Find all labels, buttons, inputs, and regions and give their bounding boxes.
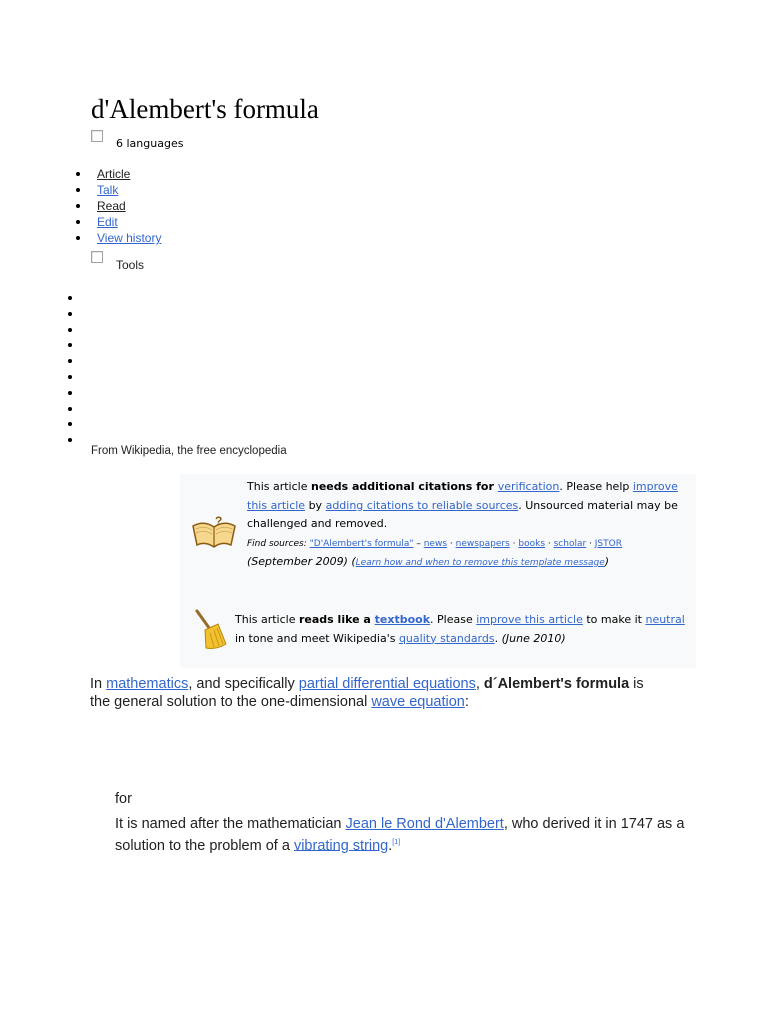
- formula-name: d´Alembert's formula: [483, 676, 630, 692]
- newspapers-link[interactable]: newspapers: [455, 538, 510, 549]
- maintenance-notices: [180, 474, 696, 668]
- scholar-link[interactable]: scholar: [553, 538, 587, 549]
- notice-text: . Please: [430, 613, 477, 626]
- tools-checkbox[interactable]: [91, 251, 103, 263]
- query-link[interactable]: "D'Alembert's formula": [309, 538, 414, 549]
- svg-text:?: ?: [215, 514, 223, 528]
- for-label: for: [115, 791, 132, 807]
- separator: –: [413, 538, 424, 549]
- intro-paragraph: [90, 676, 660, 711]
- nav-edit-link[interactable]: Edit: [97, 215, 118, 229]
- nav-item-read[interactable]: [97, 198, 161, 214]
- adding-citations-link[interactable]: adding citations to reliable sources: [325, 498, 519, 512]
- named-text: , who derived it in 1747 as a solution to the problem of a: [115, 816, 685, 854]
- notice-bold: reads like a: [298, 613, 375, 626]
- citation-notice: [247, 478, 687, 573]
- textbook-notice: [235, 611, 685, 648]
- nav-item-talk[interactable]: [97, 182, 161, 198]
- reference-link[interactable]: [1]: [392, 838, 401, 846]
- book-question-icon: [190, 512, 238, 552]
- vibrating-string-link[interactable]: vibrating string: [293, 837, 389, 854]
- notice-paren: ): [604, 555, 610, 568]
- notice-text: to make it: [582, 613, 646, 626]
- news-link[interactable]: news: [423, 538, 448, 549]
- intro-text: :: [464, 693, 469, 710]
- intro-text: is the general solution to the one-dimensional: [90, 676, 644, 710]
- nav-item-edit[interactable]: [97, 214, 161, 230]
- nav-item-article[interactable]: [97, 166, 161, 182]
- books-link[interactable]: books: [518, 538, 546, 549]
- pde-link[interactable]: partial differential equations: [298, 676, 476, 692]
- mathematics-link[interactable]: mathematics: [106, 676, 189, 692]
- notice-text: . Please help: [559, 480, 633, 493]
- improve-article-link[interactable]: improve this article: [247, 480, 678, 512]
- dalembert-link[interactable]: Jean le Rond d'Alembert: [345, 816, 504, 832]
- named-text: .: [388, 837, 393, 854]
- intro-text: In: [90, 676, 107, 692]
- nav-read-link[interactable]: Read: [97, 199, 126, 213]
- nav-item-history[interactable]: [97, 230, 161, 246]
- intro-text: ,: [475, 676, 484, 692]
- languages-checkbox[interactable]: [91, 130, 103, 142]
- nav-history-link[interactable]: View history: [97, 231, 162, 245]
- separator: ·: [545, 538, 554, 549]
- page-title: d'Alembert's formula: [91, 94, 319, 124]
- languages-label[interactable]: 6 languages: [116, 137, 184, 150]
- wave-equation-link[interactable]: wave equation: [371, 693, 465, 710]
- improve-article-link[interactable]: improve this article: [476, 613, 583, 626]
- broom-icon: [190, 608, 230, 650]
- nav-talk-link[interactable]: Talk: [97, 183, 119, 197]
- find-sources-label: Find sources:: [247, 538, 310, 549]
- tools-label[interactable]: Tools: [116, 258, 145, 272]
- naming-paragraph: [115, 816, 685, 855]
- page-nav: [97, 166, 161, 246]
- separator: ·: [586, 538, 595, 549]
- notice-text: This article: [247, 480, 311, 493]
- intro-text: , and specifically: [188, 676, 299, 692]
- nav-article-link[interactable]: Article: [97, 167, 131, 181]
- notice-text: . Unsourced material may be challenged and removed.: [247, 498, 678, 530]
- separator: ·: [447, 538, 456, 549]
- quality-standards-link[interactable]: quality standards: [398, 631, 495, 645]
- notice-text: This article: [235, 613, 299, 626]
- learn-more-link[interactable]: Learn how and when to remove this template message: [355, 558, 605, 568]
- notice-text: by: [305, 498, 326, 512]
- notice-date: (June 2010): [501, 631, 566, 645]
- site-tagline: From Wikipedia, the free encyclopedia: [91, 445, 287, 457]
- jstor-link[interactable]: JSTOR: [594, 538, 622, 549]
- notice-date: (September 2009) (: [247, 555, 356, 568]
- notice-bold: needs additional citations for: [310, 480, 498, 493]
- textbook-link[interactable]: textbook: [374, 613, 431, 626]
- named-text: It is named after the mathematician: [115, 816, 346, 832]
- neutral-link[interactable]: neutral: [645, 613, 685, 626]
- verification-link[interactable]: verification: [497, 480, 560, 493]
- notice-text: .: [494, 631, 502, 645]
- separator: ·: [509, 538, 519, 549]
- notice-text: in tone and meet Wikipedia's: [235, 631, 399, 645]
